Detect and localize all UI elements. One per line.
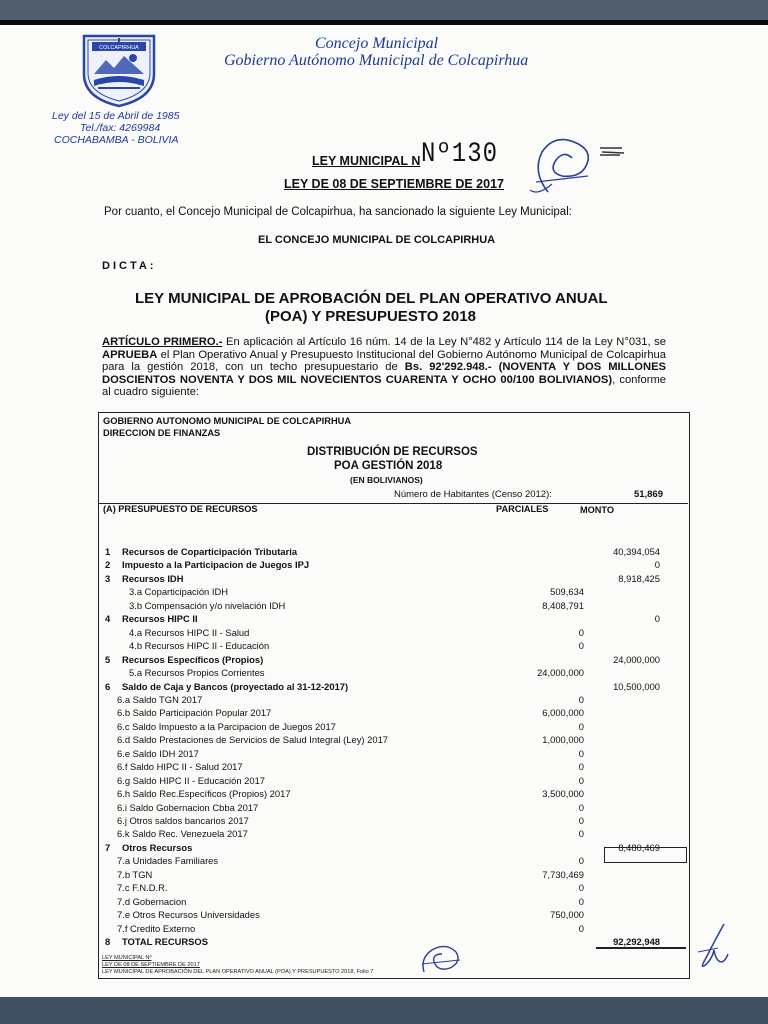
habitantes-label: Número de Habitantes (Censo 2012):: [394, 489, 552, 500]
row-label: 7.f Credito Externo: [117, 922, 196, 934]
row-monto: 0: [654, 613, 660, 625]
seal-location: COCHABAMBA - BOLIVIA: [54, 134, 179, 146]
row-parcial: 0: [578, 895, 584, 907]
row-parcial: 0: [578, 828, 584, 840]
row-label: 7.d Gobernacion: [117, 895, 187, 907]
row-parcial: 7,730,469: [542, 868, 584, 880]
row-label: 6.d Saldo Prestaciones de Servicios de Salud Integral (Ley) 2017: [117, 734, 388, 746]
table-row: [0, 721, 768, 734]
row-number: 3: [105, 572, 111, 584]
table-row: [0, 761, 768, 774]
row-number: 7: [105, 841, 111, 853]
row-monto: 40,394,054: [613, 546, 660, 557]
signature-mark-bottom-right: [694, 922, 730, 972]
municipal-seal-icon: [78, 30, 160, 108]
law-number-label: LEY MUNICIPAL N: [312, 154, 421, 168]
total-rule: [596, 947, 686, 949]
row-label: 7.b TGN: [117, 868, 153, 880]
row-label: 7.a Unidades Familiares: [117, 855, 219, 867]
table-row: [0, 748, 768, 761]
top-frame-bar: [0, 0, 768, 20]
table-row: [0, 600, 768, 613]
table-row: [0, 613, 768, 626]
table-row: [0, 707, 768, 720]
row-parcial: 0: [578, 626, 584, 638]
council-name: Concejo Municipal: [315, 35, 439, 52]
row-monto: 24,000,000: [613, 653, 660, 665]
article-text-2: el Plan Operativo Anual y Presupuesto Institucional del Gobierno Autónomo Municipal de Colcapirhua para la gestión 2018, con un techo presupuestario de: [102, 348, 666, 374]
row-monto: 0: [654, 559, 660, 571]
row-label: 6.k Saldo Rec. Venezuela 2017: [117, 828, 248, 840]
table-row: [0, 667, 768, 680]
row-label: 5.a Recursos Propios Corrientes: [129, 667, 265, 679]
table-row: [0, 734, 768, 747]
row-label: 6.e Saldo IDH 2017: [117, 747, 199, 759]
row-label: Otros Recursos: [122, 841, 193, 853]
table-org: GOBIERNO AUTONOMO MUNICIPAL DE COLCAPIRHUA: [103, 416, 352, 426]
row-label: 3.b Compensación y/o nivelación IDH: [129, 599, 286, 611]
table-row: [0, 815, 768, 828]
signature-mark-bottom-center: [418, 942, 464, 978]
article-text-3: , conforme al cuadro siguiente:: [102, 373, 666, 399]
row-label: 7.c F.N.D.R.: [117, 882, 168, 894]
row-parcial: 0: [578, 855, 584, 867]
table-row: [0, 896, 768, 909]
article-amount: Bs. 92'292.948.- (NOVENTA Y DOS MILLONES DOSCIENTOS NOVENTA Y DOS MIL NOVECIENTOS CUARENTA Y OCHO 00/100 BOLIVIANOS): [102, 361, 666, 386]
row-monto: 92,292,948: [613, 936, 660, 948]
table-row: [0, 882, 768, 895]
row-label: 6.j Otros saldos bancarios 2017: [117, 815, 249, 826]
law-title-line2: (POA) Y PRESUPUESTO 2018: [265, 308, 476, 325]
table-currency: (EN BOLIVIANOS): [350, 475, 423, 485]
row-parcial: 1,000,000: [542, 734, 584, 746]
row-label: Recursos HIPC II: [122, 613, 198, 625]
bottom-frame-bar: [0, 997, 768, 1024]
otros-recursos-box: [604, 847, 687, 863]
row-parcial: 750,000: [550, 909, 584, 921]
dicta-heading: DICTA:: [102, 260, 157, 272]
council-heading: EL CONCEJO MUNICIPAL DE COLCAPIRHUA: [258, 234, 496, 246]
table-row: [0, 627, 768, 640]
col-header-monto: MONTO: [580, 505, 615, 515]
row-parcial: 24,000,000: [537, 667, 584, 679]
table-row: [0, 694, 768, 707]
law-title-line1: LEY MUNICIPAL DE APROBACIÓN DEL PLAN OPERATIVO ANUAL: [135, 290, 608, 307]
article-heading: ARTÍCULO PRIMERO.-: [102, 336, 223, 348]
row-label: Recursos Específicos (Propios): [122, 653, 264, 665]
row-label: 6.f Saldo HIPC II - Salud 2017: [117, 761, 243, 773]
row-parcial: 6,000,000: [542, 707, 584, 719]
table-row: [0, 869, 768, 882]
law-date: LEY DE 08 DE SEPTIEMBRE DE 2017: [284, 177, 504, 191]
table-row: [0, 681, 768, 694]
footer-law-title: LEY MUNICIPAL DE APROBACIÓN DEL PLAN OPERATIVO ANUAL (POA) Y PRESUPUESTO 2018, Folio 7: [102, 969, 374, 975]
row-parcial: 0: [578, 640, 584, 652]
table-row: [0, 775, 768, 788]
table-row: [0, 828, 768, 841]
col-header-parciales: PARCIALES: [496, 504, 549, 514]
footer-law-number: LEY MUNICIPAL Nº: [102, 955, 152, 961]
row-label: 4.a Recursos HIPC II - Salud: [129, 626, 250, 638]
row-label: 6.g Saldo HIPC II - Educación 2017: [117, 774, 266, 786]
table-row: [0, 640, 768, 653]
table-row: [0, 573, 768, 586]
row-number: 8: [105, 936, 111, 948]
government-name: Gobierno Autónomo Municipal de Colcapirhua: [224, 52, 529, 69]
row-parcial: 0: [578, 882, 584, 894]
row-label: Saldo de Caja y Bancos (proyectado al 31-12-2017): [122, 680, 349, 692]
seal-phone: Tel./fax: 4269984: [80, 122, 161, 134]
law-number-stamp: Nº130: [421, 138, 499, 171]
table-row: [0, 909, 768, 922]
row-label: TOTAL RECURSOS: [122, 936, 208, 948]
row-parcial: 0: [578, 801, 584, 813]
table-row: [0, 802, 768, 815]
footer-law-date: LEY DE 08 DE SEPTIEMBRE DE 2017: [102, 962, 200, 968]
row-number: 5: [105, 653, 111, 665]
row-parcial: 8,408,791: [542, 599, 584, 611]
table-row: [0, 788, 768, 801]
article-first: [102, 336, 666, 399]
table-row: [0, 546, 768, 559]
signature-mark-top: [528, 132, 600, 200]
row-number: 6: [105, 680, 111, 692]
table-department: DIRECCION DE FINANZAS: [103, 428, 221, 438]
table-subtitle: POA GESTIÓN 2018: [334, 460, 443, 472]
table-title: DISTRIBUCIÓN DE RECURSOS: [307, 446, 478, 458]
row-parcial: 0: [578, 747, 584, 759]
row-parcial: 0: [578, 720, 584, 732]
section-heading: (A) PRESUPUESTO DE RECURSOS: [103, 504, 258, 514]
seal-banner-text: COLCAPIRHUA: [99, 45, 139, 51]
row-parcial: 3,500,000: [542, 788, 584, 800]
row-label: 4.b Recursos HIPC II - Educación: [129, 640, 270, 652]
row-parcial: 0: [578, 922, 584, 934]
table-row: [0, 923, 768, 936]
table-row: [0, 586, 768, 599]
article-aprueba: APRUEBA: [102, 348, 158, 361]
row-monto: 8,480,469: [618, 841, 660, 853]
row-parcial: 509,634: [550, 586, 584, 598]
row-parcial: 0: [578, 815, 584, 826]
row-parcial: 0: [578, 761, 584, 773]
por-cuanto-text: Por cuanto, el Concejo Municipal de Colcapirhua, ha sancionado la siguiente Ley Municipal:: [104, 206, 572, 218]
row-label: 6.a Saldo TGN 2017: [117, 693, 203, 705]
table-row: [0, 654, 768, 667]
row-monto: 10,500,000: [613, 680, 660, 692]
row-label: Impuesto a la Participacion de Juegos IPJ: [122, 559, 310, 571]
row-label: Recursos IDH: [122, 572, 184, 584]
article-text-1: En aplicación al Artículo 16 núm. 14 de la Ley N°482 y Artículo 114 de la Ley N°031, se: [222, 336, 667, 348]
row-number: 2: [105, 559, 111, 571]
table-row: [0, 559, 768, 572]
row-label: 6.i Saldo Gobernacion Cbba 2017: [117, 801, 259, 813]
habitantes-value: 51,869: [633, 489, 663, 500]
row-number: 1: [105, 546, 111, 557]
row-label: 7.e Otros Recursos Universidades: [117, 909, 260, 921]
row-label: 3.a Coparticipación IDH: [129, 586, 229, 598]
row-label: 6.c Saldo Impuesto a la Parcipacion de Juegos 2017: [117, 720, 336, 732]
row-label: Recursos de Coparticipación Tributaria: [122, 546, 298, 557]
row-label: 6.h Saldo Rec.Específicos (Propios) 2017: [117, 788, 291, 800]
row-monto: 8,918,425: [618, 572, 660, 584]
row-label: 6.b Saldo Participación Popular 2017: [117, 707, 272, 719]
row-number: 4: [105, 613, 111, 625]
row-parcial: 0: [578, 693, 584, 705]
row-parcial: 0: [578, 774, 584, 786]
seal-law-date: Ley del 15 de Abril de 1985: [52, 110, 180, 122]
ink-mark-icon: [598, 144, 626, 158]
